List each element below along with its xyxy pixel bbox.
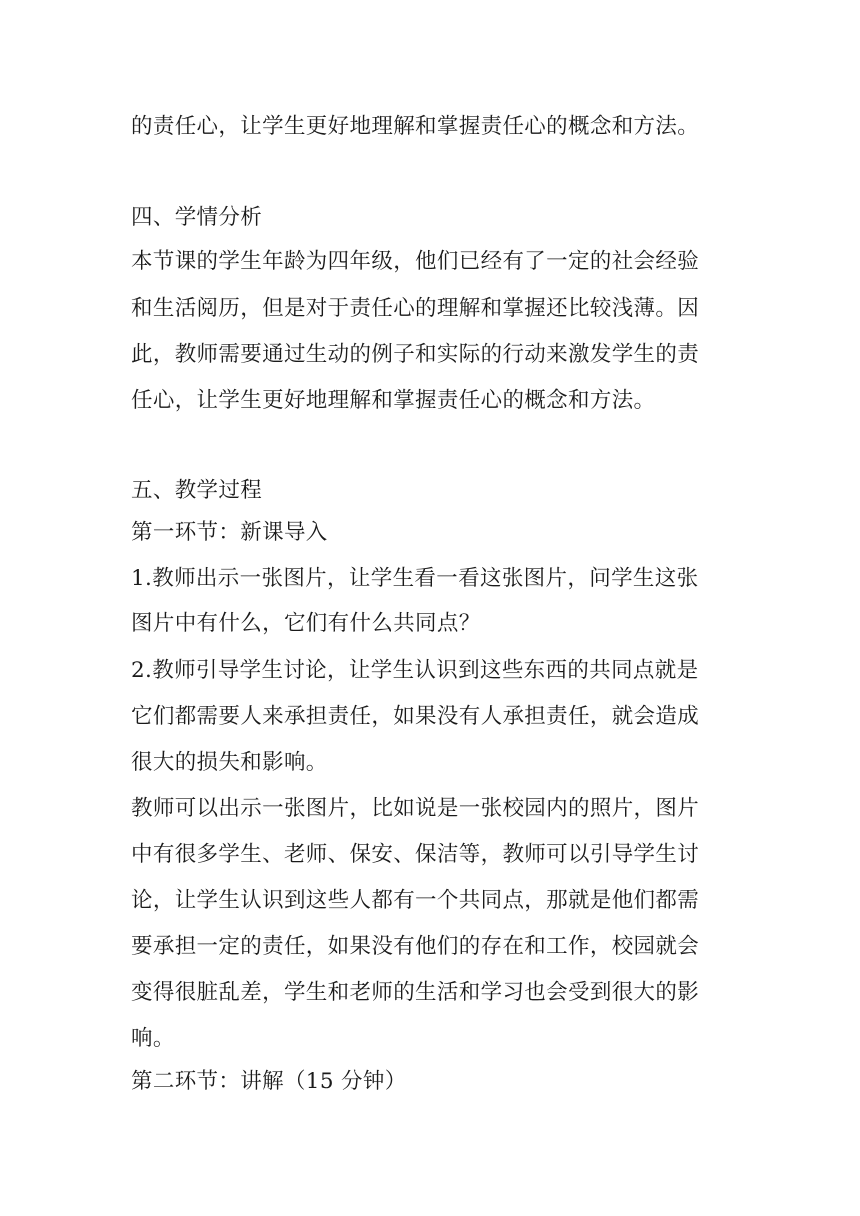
paragraph-line: 的责任心，让学生更好地理解和掌握责任心的概念和方法。 — [131, 114, 700, 139]
paragraph-line: 教师可以出示一张图片，比如说是一张校园内的照片，图片 — [131, 796, 700, 821]
section-heading-teaching-process: 五、教学过程 — [131, 478, 263, 503]
paragraph-line: 它们都需要人来承担责任，如果没有人承担责任，就会造成 — [131, 704, 700, 729]
paragraph-line: 和生活阅历，但是对于责任心的理解和掌握还比较浅薄。因 — [131, 296, 700, 321]
paragraph-line: 任心，让学生更好地理解和掌握责任心的概念和方法。 — [131, 388, 656, 413]
subheading-stage-two: 第二环节：讲解（15 分钟） — [131, 1069, 407, 1094]
paragraph-line: 要承担一定的责任，如果没有他们的存在和工作，校园就会 — [131, 934, 700, 959]
paragraph-line: 论，让学生认识到这些人都有一个共同点，那就是他们都需 — [131, 888, 700, 913]
subheading-stage-one: 第一环节：新课导入 — [131, 520, 328, 545]
paragraph-line: 1.教师出示一张图片，让学生看一看这张图片，问学生这张 — [131, 566, 699, 591]
paragraph-line: 变得很脏乱差，学生和老师的生活和学习也会受到很大的影 — [131, 980, 700, 1005]
paragraph-line: 图片中有什么，它们有什么共同点？ — [131, 611, 481, 636]
paragraph-line: 中有很多学生、老师、保安、保洁等，教师可以引导学生讨 — [131, 842, 700, 867]
paragraph-line: 2.教师引导学生讨论，让学生认识到这些东西的共同点就是 — [131, 658, 699, 683]
paragraph-line: 响。 — [131, 1026, 175, 1051]
paragraph-line: 本节课的学生年龄为四年级，他们已经有了一定的社会经验 — [131, 249, 700, 274]
paragraph-line: 很大的损失和影响。 — [131, 750, 328, 775]
section-heading-student-analysis: 四、学情分析 — [131, 205, 263, 230]
paragraph-line: 此，教师需要通过生动的例子和实际的行动来激发学生的责 — [131, 342, 700, 367]
